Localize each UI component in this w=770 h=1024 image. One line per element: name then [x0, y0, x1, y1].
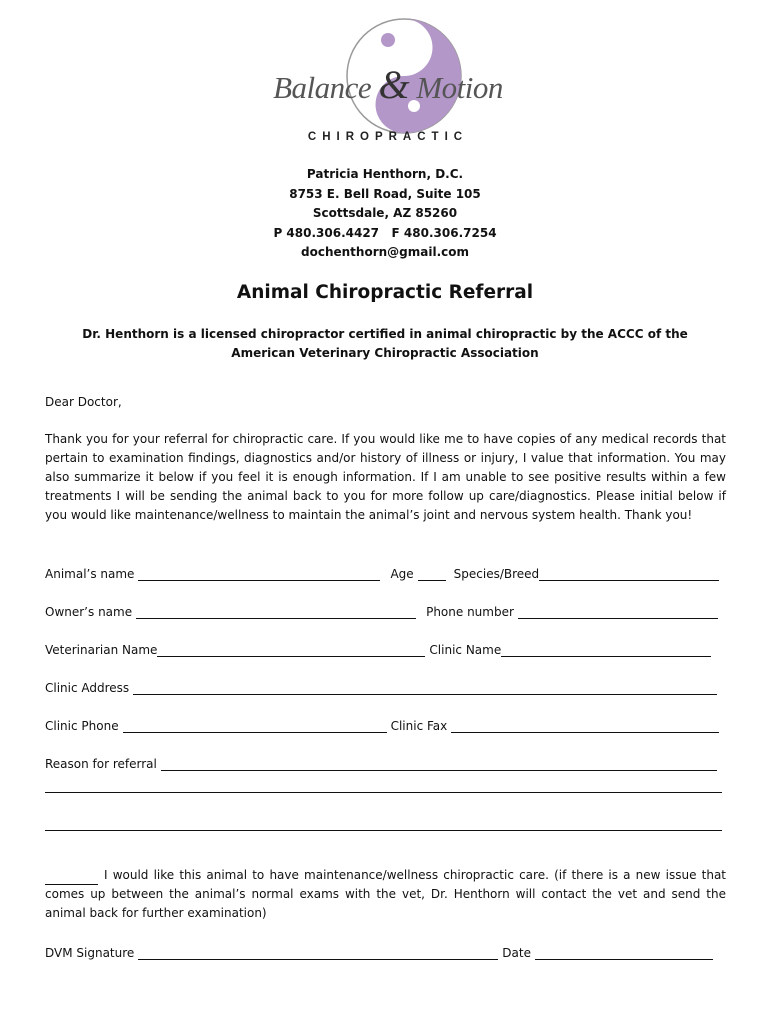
age-field[interactable] — [418, 567, 446, 581]
clinic-address-field[interactable] — [133, 681, 717, 695]
row-reason — [45, 753, 725, 771]
label-owner-name: Owner’s name — [45, 605, 133, 619]
address-line-2: Scottsdale, AZ 85260 — [312, 206, 458, 220]
greeting: Dear Doctor, — [45, 395, 122, 409]
label-phone-number: Phone number — [426, 605, 514, 619]
label-date: Date — [502, 946, 531, 960]
row-address — [45, 677, 725, 695]
label-clinic-name: Clinic Name — [429, 643, 502, 657]
reason-field[interactable] — [161, 757, 717, 771]
maintenance-initial-field[interactable] — [45, 872, 98, 885]
date-field[interactable] — [535, 946, 713, 960]
clinic-name-field[interactable] — [501, 643, 711, 657]
row-owner — [45, 601, 725, 619]
animal-name-field[interactable] — [138, 567, 380, 581]
address-line-1: 8753 E. Bell Road, Suite 105 — [289, 186, 481, 201]
clinic-fax-field[interactable] — [451, 719, 719, 733]
logo — [268, 14, 508, 144]
maintenance-text: I would like this animal to have maintenance/wellness chiropractic care. (if there is a new issue that comes up between the animal’s normal exams with the vet, Dr. Henthorn will contact the vet and send the animal back for further examination) — [45, 868, 726, 920]
brand-subtitle: CHIROPRACTIC — [307, 131, 469, 143]
contact-block — [0, 165, 770, 263]
label-clinic-fax: Clinic Fax — [390, 719, 448, 733]
body-paragraph: Thank you for your referral for chiropractic care. If you would like me to have copies of any medical records that pertain to examination findings, diagnostics and/or history of illness or injury, I value that information. You may also summarize it below if you feel it is enough information. If I am unable to see positive results within a few treatments I will be sending the animal back to you for more follow up care/diagnostics. Please initial below if you would like maintenance/wellness to maintain the animal’s joint and nervous system health. Thank you! — [45, 432, 726, 522]
species-field[interactable] — [539, 567, 719, 581]
label-reason: Reason for referral — [45, 757, 157, 771]
label-age: Age — [390, 567, 414, 581]
label-clinic-address: Clinic Address — [45, 681, 130, 695]
row-signature — [45, 942, 725, 960]
dvm-signature-field[interactable] — [138, 946, 498, 960]
owner-name-field[interactable] — [136, 605, 416, 619]
brand-name: Balance & Motion — [273, 62, 503, 107]
email: dochenthorn@gmail.com — [301, 245, 469, 259]
doctor-name: Patricia Henthorn, D.C. — [306, 167, 464, 181]
label-vet-name: Veterinarian Name — [45, 643, 158, 657]
maintenance-paragraph — [45, 866, 726, 923]
row-vet — [45, 639, 725, 657]
label-species: Species/Breed — [453, 567, 540, 581]
clinic-phone-field[interactable] — [123, 719, 387, 733]
certification-text: Dr. Henthorn is a licensed chiropractor certified in animal chiropractic by the ACCC of the American Veterinary Chiropractic Association — [82, 327, 688, 360]
reason-line-2[interactable] — [45, 792, 722, 793]
vet-name-field[interactable] — [157, 643, 425, 657]
phone-number-field[interactable] — [518, 605, 718, 619]
phone-fax: P 480.306.4427 F 480.306.7254 — [273, 225, 497, 240]
brand-ampersand: & — [378, 62, 410, 107]
label-dvm-signature: DVM Signature — [45, 946, 135, 960]
row-animal — [45, 563, 725, 581]
row-clinic-phone — [45, 715, 725, 733]
reason-line-3[interactable] — [45, 830, 722, 831]
label-clinic-phone: Clinic Phone — [45, 719, 119, 733]
page-title: Animal Chiropractic Referral — [236, 282, 534, 303]
label-animal-name: Animal’s name — [45, 567, 135, 581]
